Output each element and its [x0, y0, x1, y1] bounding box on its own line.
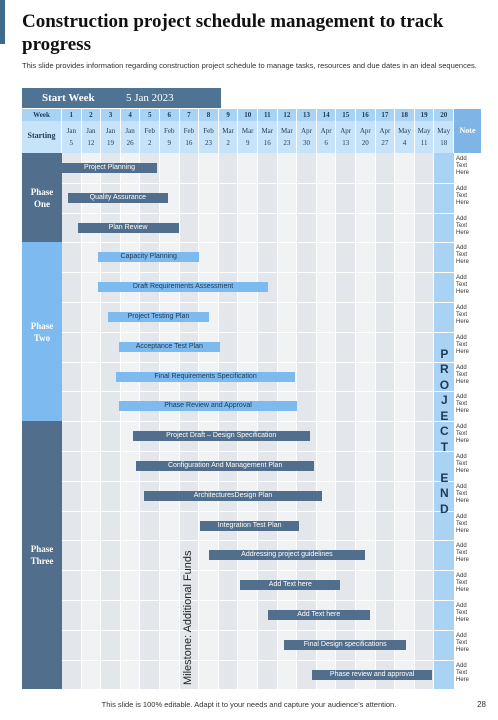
row-divider: [62, 570, 481, 571]
row-divider: [62, 660, 481, 661]
note-text: Text: [456, 282, 468, 289]
task-bar[interactable]: Add Text here: [268, 610, 370, 620]
week-start-day: 20: [361, 139, 369, 147]
note-cell: [454, 424, 481, 450]
note-text: Add: [456, 603, 467, 609]
task-bar[interactable]: Project Testing Plan: [108, 312, 209, 322]
note-text: Text: [456, 163, 468, 169]
note-text: Text: [456, 669, 468, 676]
week-start-month: Jan: [105, 127, 116, 135]
task-bar[interactable]: Configuration And Management Plan: [136, 461, 313, 471]
week-start-date: [62, 121, 82, 153]
note-cell: [454, 156, 481, 182]
week-start-month: Mar: [281, 127, 293, 135]
note-text: Here: [456, 170, 470, 176]
week-number: 8: [199, 109, 219, 121]
week-number: 2: [82, 109, 102, 121]
title-accent-bar: [0, 0, 5, 44]
phase-name: Phase One: [30, 186, 54, 209]
note-text: Text: [456, 639, 468, 646]
note-cell: [454, 245, 481, 271]
week-start-day: 2: [226, 139, 230, 147]
note-text: Here: [456, 557, 470, 564]
week-start-date: [297, 121, 317, 153]
week-start-day: 9: [245, 139, 250, 147]
note-text: Text: [456, 371, 468, 378]
week-start-month: Jan: [66, 127, 76, 135]
week-start-date: [336, 121, 356, 153]
row-divider: [62, 481, 481, 482]
week-start-date: [376, 121, 396, 153]
task-bar[interactable]: Acceptance Test Plan: [119, 342, 220, 352]
task-bar[interactable]: Quality Assurance: [68, 193, 168, 203]
project-end-letter: R: [440, 362, 449, 377]
week-start-date: [82, 121, 102, 153]
note-cell: [454, 484, 481, 510]
note-cell: [454, 663, 481, 689]
note-cell: [454, 365, 481, 391]
note-text: Text: [456, 252, 468, 259]
note-text: Here: [456, 378, 470, 385]
week-start-month: Apr: [359, 127, 371, 135]
week-number: 3: [101, 109, 121, 121]
note-text: Add: [456, 483, 467, 490]
week-start-date: [317, 121, 337, 153]
note-text: Add: [456, 424, 467, 431]
note-cell: [454, 186, 481, 212]
week-start-day: 9: [167, 139, 172, 147]
note-text: Add: [456, 185, 467, 192]
note-text: Here: [456, 259, 470, 266]
week-number: 20: [434, 109, 454, 121]
week-start-month: May: [437, 127, 451, 135]
phase-label: [22, 153, 62, 242]
week-number: 14: [317, 109, 337, 121]
row-divider: [62, 242, 481, 243]
week-start-day: 26: [126, 139, 134, 147]
task-bar[interactable]: Project Planning: [62, 163, 157, 173]
row-divider: [62, 272, 481, 273]
week-start-date: [219, 121, 239, 153]
week-number: 7: [180, 109, 200, 121]
row-divider: [62, 183, 481, 184]
page-number: 28: [477, 700, 486, 709]
note-cell: [454, 633, 481, 659]
note-text: Here: [456, 319, 470, 325]
note-text: Text: [456, 222, 468, 229]
week-start-day: 12: [87, 139, 95, 147]
note-cell: [454, 573, 481, 599]
note-text: Text: [456, 550, 468, 557]
note-text: Add: [456, 334, 467, 341]
week-number: 19: [415, 109, 435, 121]
project-end-letter: C: [440, 424, 449, 439]
week-start-day: 23: [204, 139, 212, 147]
note-text: Here: [456, 199, 470, 206]
week-start-date: [140, 121, 160, 153]
row-divider: [62, 421, 481, 422]
week-start-date: [199, 121, 219, 153]
week-start-day: 13: [342, 139, 350, 147]
week-number: 13: [297, 109, 317, 121]
note-cell: [454, 543, 481, 569]
milestone-label: Milestone: Additional Funds: [181, 550, 194, 686]
note-text: Text: [456, 520, 468, 527]
task-bar[interactable]: Plan Review: [78, 223, 179, 233]
week-start-date: [160, 121, 180, 153]
week-number: 16: [356, 109, 376, 121]
row-divider: [62, 391, 481, 392]
phase-label: [22, 242, 62, 421]
note-cell: [454, 603, 481, 629]
week-start-day: 11: [420, 139, 428, 147]
note-text: Add: [456, 513, 467, 520]
project-end-letter: O: [439, 377, 450, 392]
week-start-day: 23: [283, 139, 291, 147]
task-bar[interactable]: Final Requirements Specification: [116, 372, 295, 382]
week-start-day: 4: [402, 139, 407, 147]
week-number: 10: [238, 109, 258, 121]
row-divider: [62, 332, 481, 333]
week-number: 9: [219, 109, 239, 121]
week-start-month: Feb: [164, 127, 175, 135]
week-number: 5: [140, 109, 160, 121]
start-week-date: 5 Jan 2023: [126, 92, 174, 104]
week-start-day: 18: [440, 139, 448, 147]
note-text: Here: [456, 676, 470, 683]
project-end-letter: T: [440, 439, 449, 454]
note-cell: [454, 305, 481, 331]
week-number: 18: [395, 109, 415, 121]
note-cell: [454, 454, 481, 480]
week-start-month: Mar: [241, 127, 254, 135]
note-text: Here: [456, 617, 470, 623]
note-text: Add: [456, 543, 467, 550]
week-start-month: May: [398, 127, 411, 135]
note-text: Text: [456, 490, 468, 497]
week-start-day: 6: [324, 139, 328, 147]
note-text: Text: [456, 580, 468, 587]
note-text: Here: [456, 348, 470, 355]
project-end-letter: D: [440, 501, 449, 516]
row-divider: [62, 362, 481, 363]
page-subtitle: This slide provides information regarding construction project schedule to manage tasks, resources and due dates in an ideal sequences.: [22, 61, 477, 70]
project-end-letter: N: [440, 486, 449, 501]
week-start-date: [434, 121, 454, 153]
week-start-day: 16: [263, 139, 271, 147]
week-number: 11: [258, 109, 278, 121]
task-bar[interactable]: Draft Requirements Assessment: [98, 282, 268, 292]
week-start-date: [356, 121, 376, 153]
note-text: Add: [456, 364, 467, 371]
row-divider: [62, 511, 481, 512]
week-start-month: Apr: [379, 127, 391, 135]
week-start-date: [395, 121, 415, 153]
week-number: 1: [62, 109, 82, 121]
note-text: Text: [456, 341, 468, 348]
page-title: Construction project schedule management to track progress: [22, 11, 444, 55]
week-start-month: Feb: [203, 127, 214, 135]
footer-text: This slide is 100% editable. Adapt it to your needs and capture your audience’s attention.: [101, 700, 397, 709]
phase-name: Phase Two: [30, 320, 54, 343]
week-start-date: [121, 121, 141, 153]
week-start-date: [415, 121, 435, 153]
note-text: Here: [456, 468, 470, 474]
note-cell: [454, 394, 481, 420]
row-divider: [62, 600, 481, 601]
note-text: Here: [456, 289, 470, 296]
note-header: Note: [454, 109, 481, 153]
week-start-month: Jan: [86, 127, 96, 135]
note-text: Here: [456, 497, 470, 504]
gantt-chart: [22, 109, 481, 689]
row-divider: [62, 451, 481, 452]
week-number: 12: [278, 109, 298, 121]
note-cell: [454, 216, 481, 242]
task-bar[interactable]: Project Draft – Design Specification: [133, 431, 310, 441]
week-start-day: 30: [302, 139, 310, 147]
note-text: Add: [456, 245, 467, 252]
week-start-day: 16: [185, 139, 193, 147]
note-text: Add: [456, 156, 467, 162]
task-bar[interactable]: Add Text here: [240, 580, 340, 590]
start-week-header: [22, 88, 221, 108]
note-cell: [454, 275, 481, 301]
week-start-month: Feb: [144, 127, 155, 135]
note-text: Here: [456, 408, 470, 415]
row-divider: [62, 213, 481, 214]
note-text: Here: [456, 438, 470, 445]
note-cell: [454, 335, 481, 361]
week-start-day: 19: [106, 139, 114, 147]
task-bar[interactable]: Phase review and approval: [312, 670, 433, 680]
note-text: Add: [456, 454, 467, 460]
note-text: Text: [456, 312, 468, 318]
note-text: Add: [456, 305, 467, 311]
week-start-date: [180, 121, 200, 153]
week-start-date: [238, 121, 258, 153]
project-end-letter: P: [440, 346, 449, 361]
project-end-letter: E: [440, 470, 449, 485]
week-start-month: Apr: [320, 127, 332, 135]
task-bar[interactable]: Phase Review and Approval: [119, 401, 297, 411]
row-divider: [62, 630, 481, 631]
week-number: 15: [336, 109, 356, 121]
week-row-label: Week: [22, 109, 62, 121]
week-start-date: [278, 121, 298, 153]
start-week-label: Start Week: [42, 92, 95, 104]
week-start-month: May: [417, 127, 431, 135]
task-bar[interactable]: Integration Test Plan: [200, 521, 299, 531]
row-divider: [62, 302, 481, 303]
project-end-letter: E: [440, 408, 449, 423]
note-text: Text: [456, 192, 468, 199]
note-text: Add: [456, 632, 467, 639]
phase-label: [22, 421, 62, 689]
week-start-month: Apr: [340, 127, 352, 135]
note-text: Text: [456, 610, 468, 616]
task-bar[interactable]: Capacity Planning: [98, 252, 199, 262]
week-start-month: Apr: [301, 127, 312, 135]
project-end-letter: J: [441, 393, 448, 408]
week-start-date: [101, 121, 121, 153]
week-start-month: Jan: [125, 127, 135, 135]
row-divider: [62, 540, 481, 541]
week-start-month: Feb: [183, 127, 195, 135]
note-text: Add: [456, 215, 467, 222]
note-text: Add: [456, 573, 467, 580]
week-start-month: Mar: [222, 127, 234, 135]
note-text: Add: [456, 275, 467, 282]
week-start-date: [258, 121, 278, 153]
note-text: Text: [456, 461, 468, 467]
note-text: Here: [456, 646, 470, 653]
task-bar[interactable]: Final Design specifications: [284, 640, 406, 650]
note-text: Text: [456, 401, 468, 408]
phase-name: Phase Three: [30, 544, 54, 567]
week-start-day: 27: [381, 139, 389, 147]
week-number: 6: [160, 109, 180, 121]
week-number: 4: [121, 109, 141, 121]
task-bar[interactable]: Addressing project guidelines: [209, 550, 365, 560]
note-text: Here: [456, 229, 470, 236]
note-text: Text: [456, 431, 468, 438]
week-start-day: 5: [69, 139, 74, 147]
starting-row-label: Starting: [22, 121, 62, 153]
week-start-day: 2: [147, 139, 152, 147]
note-cell: [454, 514, 481, 540]
note-text: Add: [456, 662, 467, 669]
note-text: Here: [456, 527, 470, 534]
week-number: 17: [376, 109, 396, 121]
week-start-month: Mar: [261, 127, 274, 135]
task-bar[interactable]: ArchitecturesDesign Plan: [144, 491, 321, 501]
note-text: Here: [456, 587, 470, 594]
note-text: Add: [456, 394, 467, 401]
